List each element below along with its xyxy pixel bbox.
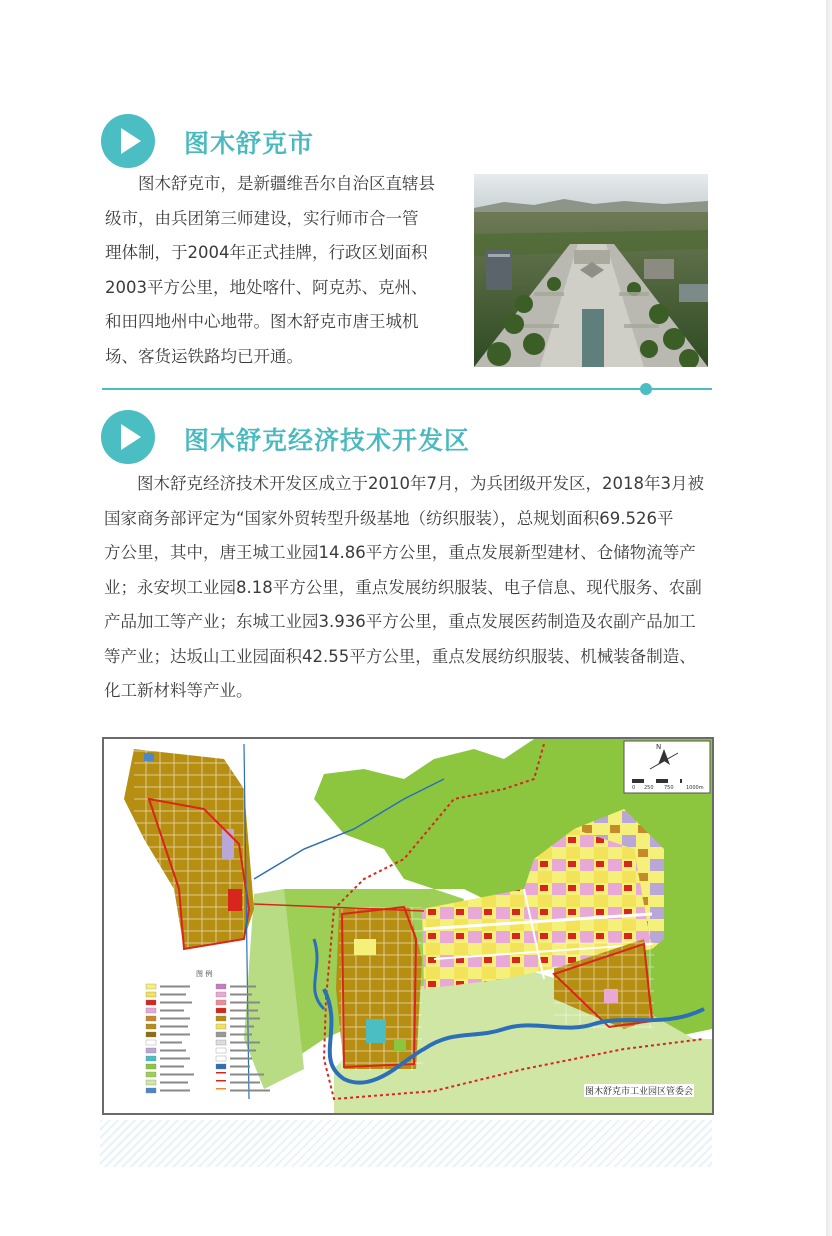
zone-paragraph-line: 等产业；达坂山工业园面积42.55平方公里，重点发展纺织服装、机械装备制造、: [104, 646, 696, 666]
city-paragraph-line: 图木舒克市，是新疆维吾尔自治区直辖县: [138, 174, 435, 193]
divider-dot: [640, 383, 652, 395]
zone-paragraph-line: 图木舒克经济技术开发区成立于2010年7月，为兵团级开发区，2018年3月被: [137, 474, 704, 493]
zone-paragraph-line: 化工新材料等产业。: [104, 681, 253, 700]
industrial-park-map: [102, 737, 714, 1115]
zone-paragraph-line: 产品加工等产业；东城工业园3.936平方公里，重点发展医药制造及农副产品加工: [104, 612, 696, 631]
page-edge: [826, 0, 832, 1236]
play-icon: [101, 114, 155, 168]
decorative-stripe-band: [100, 1120, 712, 1167]
city-paragraph-line: 级市，由兵团第三师建设，实行师市合一管: [105, 208, 419, 228]
zone-paragraph-line: 国家商务部评定为“国家外贸转型升级基地（纺织服装），总规划面积69.526平: [104, 508, 674, 528]
section-title-zone: 图木舒克经济技术开发区: [184, 426, 471, 455]
zone-paragraph-line: 方公里，其中，唐王城工业园14.86平方公里，重点发展新型建材、仓储物流等产: [104, 543, 696, 562]
city-paragraph-line: 理体制，于2004年正式挂牌，行政区划面积: [105, 243, 428, 262]
city-paragraph-line: 和田四地州中心地带。图木舒克市唐王城机: [105, 312, 419, 331]
city-paragraph-line: 2003平方公里，地处喀什、阿克苏、克州、: [105, 277, 428, 297]
city-paragraph-line: 场、客货运铁路均已开通。: [105, 346, 303, 366]
section-title-city: 图木舒克市: [184, 129, 315, 158]
play-icon: [101, 410, 155, 464]
zone-paragraph: [104, 467, 716, 709]
scale-label: 750: [664, 785, 674, 791]
north-label: N: [656, 743, 662, 751]
scale-label: 0: [632, 785, 636, 791]
map-legend: [144, 969, 294, 1106]
section-divider: [102, 388, 712, 390]
scale-label: 250: [644, 785, 654, 791]
map-caption: 图木舒克市工业园区管委会: [584, 1084, 694, 1097]
scale-label: 1000m: [686, 785, 704, 791]
zone-paragraph-line: 业；永安坝工业园8.18平方公里，重点发展纺织服装、电子信息、现代服务、农副: [104, 577, 702, 597]
city-aerial-photo: [474, 174, 708, 367]
city-paragraph: [105, 167, 445, 374]
legend-title: 图 例: [196, 970, 213, 978]
